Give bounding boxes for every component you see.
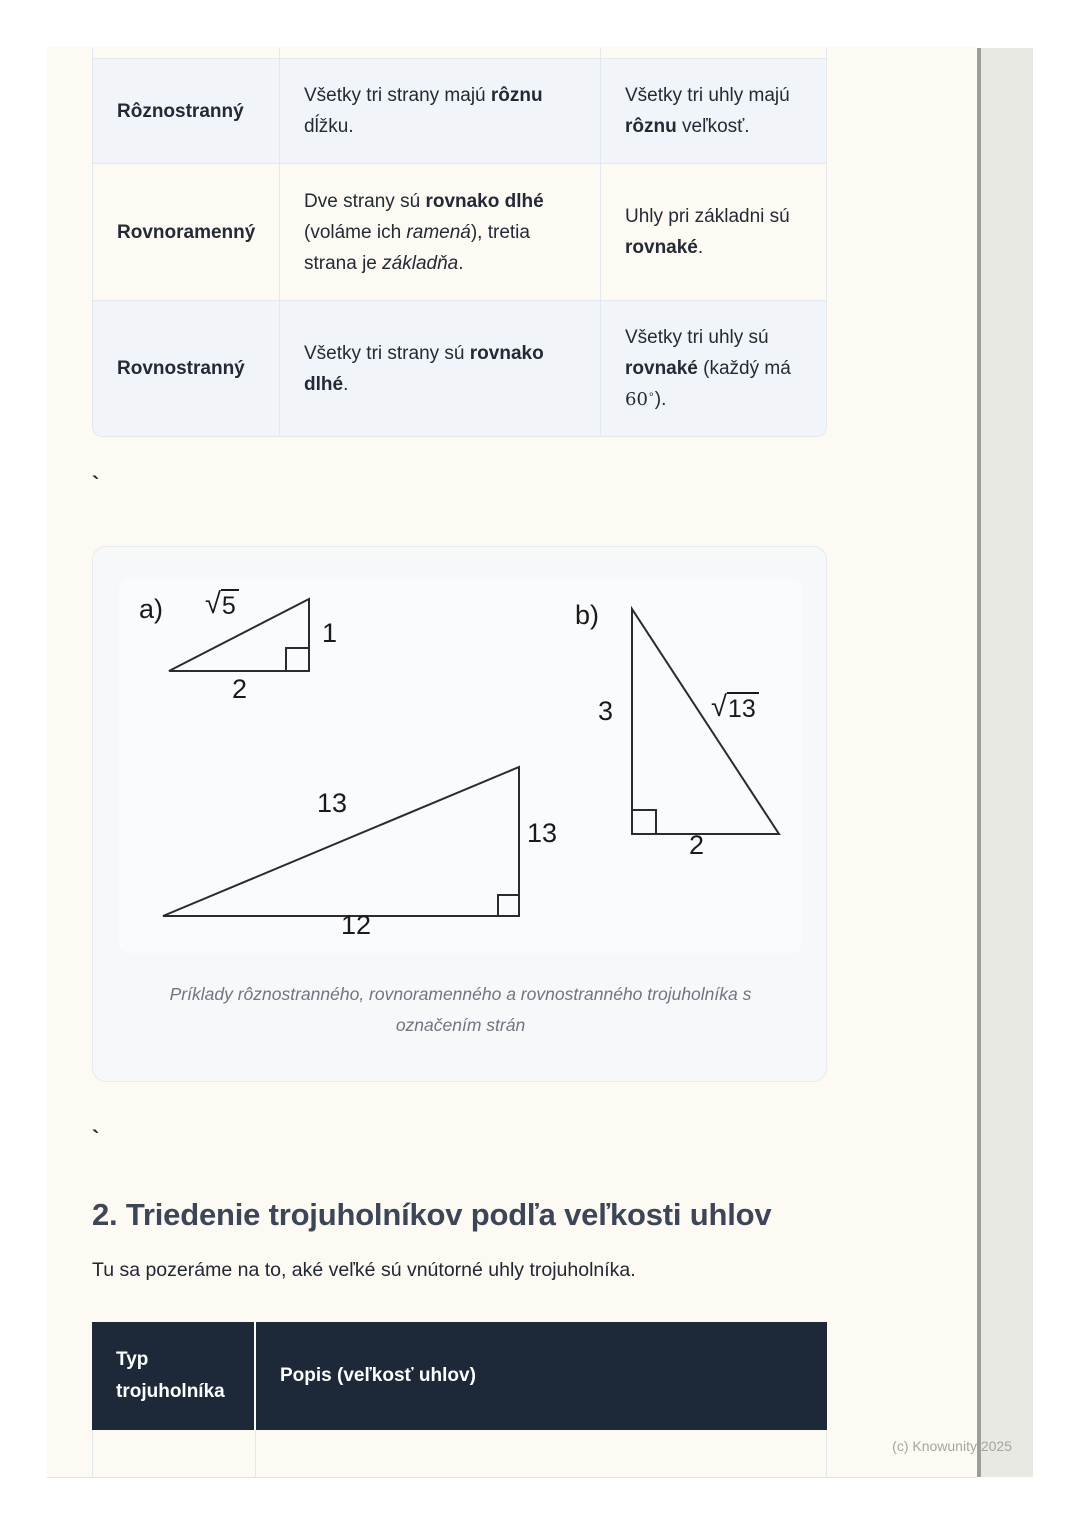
copyright-watermark: (c) Knowunity 2025 bbox=[892, 1438, 1012, 1454]
figure-caption: Príklady rôznostranného, rovnoramenného a rovnostranného trojuholníka s označením strán bbox=[169, 984, 752, 1035]
angle-table-cut-cell bbox=[255, 1430, 828, 1477]
triangle-b-hypotenuse-label: √ 13 bbox=[711, 692, 759, 724]
stray-backtick-2: ` bbox=[92, 1126, 100, 1151]
angle-table-cut-row bbox=[92, 1430, 827, 1477]
triangle-b-base-label: 2 bbox=[689, 830, 705, 860]
row-type-cell: Rovnoramenný bbox=[93, 163, 279, 300]
radical-sign: √ bbox=[711, 691, 727, 723]
figure-card bbox=[92, 546, 827, 1082]
row-type-cell: Rôznostranný bbox=[93, 58, 279, 163]
section-heading: 2. Triedenie trojuholníkov podľa veľkosti uhlov bbox=[92, 1197, 772, 1232]
figure-image bbox=[119, 579, 802, 953]
angle-table-cut-cell bbox=[93, 1430, 255, 1477]
triangle-b-left-side-label: 3 bbox=[598, 696, 614, 726]
angle-table-header-type: Typ trojuholníka bbox=[116, 1349, 225, 1402]
row-sides-cell: Všetky tri strany sú rovnako dlhé. bbox=[279, 300, 600, 436]
angle-table-header bbox=[92, 1322, 827, 1430]
table-cut-row-cell bbox=[600, 48, 827, 58]
row-sides-cell: Dve strany sú rovnako dlhé (voláme ich ramená), tretia strana je základňa. bbox=[279, 163, 600, 300]
row-angles-cell: Všetky tri uhly majú rôznu veľkosť. bbox=[600, 58, 827, 163]
row-type-cell: Rovnostranný bbox=[93, 300, 279, 436]
stray-backtick-1: ` bbox=[92, 472, 100, 497]
angle-table-header-popis: Popis (veľkosť uhlov) bbox=[254, 1322, 827, 1430]
triangle-b-label: b) bbox=[575, 600, 600, 630]
radical-sign: √ bbox=[205, 588, 221, 620]
triangle-large-right-side-label: 13 bbox=[527, 818, 558, 848]
triangle-a-hypotenuse-label: √ 5 bbox=[205, 589, 239, 621]
table-cut-row-cell bbox=[279, 48, 600, 58]
row-angles-cell: Všetky tri uhly sú rovnaké (každý má 60∘). bbox=[600, 300, 827, 436]
triangle-large-hypotenuse-label: 13 bbox=[317, 788, 348, 818]
triangles-diagram bbox=[119, 579, 802, 953]
triangle-large-base-label: 12 bbox=[341, 910, 372, 940]
section-paragraph: Tu sa pozeráme na to, aké veľké sú vnútorné uhly trojuholníka. bbox=[92, 1259, 636, 1281]
row-angles-cell: Uhly pri základni sú rovnaké. bbox=[600, 163, 827, 300]
triangle-a-label: a) bbox=[139, 594, 164, 624]
classification-table bbox=[92, 48, 827, 437]
row-sides-cell: Všetky tri strany majú rôznu dĺžku. bbox=[279, 58, 600, 163]
table-cut-row-cell bbox=[93, 48, 279, 58]
right-edge-strip bbox=[977, 48, 1033, 1477]
triangle-a-base-label: 2 bbox=[232, 674, 248, 704]
triangle-a-right-side-label: 1 bbox=[322, 618, 338, 648]
